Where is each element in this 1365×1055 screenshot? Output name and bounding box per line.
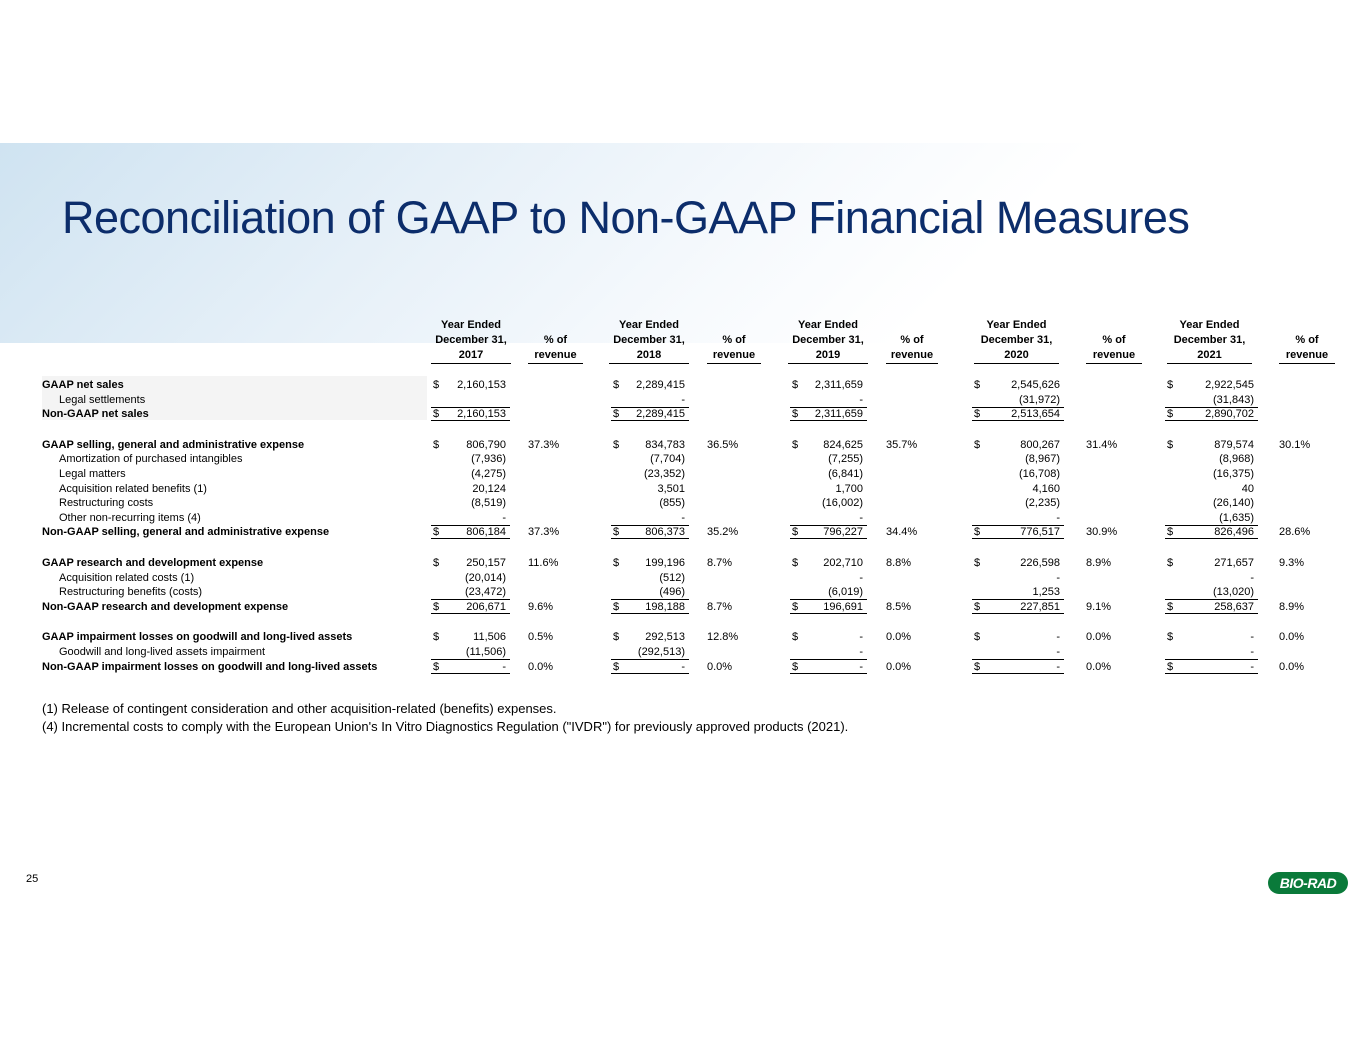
dollar-sign: $ (613, 631, 620, 644)
cell-value: 806,790 (466, 438, 506, 451)
header-pct-line: revenue (534, 349, 577, 361)
dollar-sign: $ (792, 556, 799, 569)
dollar-sign: $ (613, 438, 620, 451)
cell-percent: 37.3% (528, 526, 560, 539)
cell-value: 776,517 (1020, 526, 1060, 539)
cell-value: - (1250, 660, 1254, 673)
table-row (42, 571, 1342, 586)
cell-value: 258,637 (1214, 600, 1254, 613)
cell-value: 202,710 (823, 556, 863, 569)
bio-rad-logo: BIO-RAD (1268, 872, 1348, 894)
row-label: GAAP impairment losses on goodwill and long-lived assets (42, 631, 353, 644)
footnote-4: (4) Incremental costs to comply with the European Union's In Vitro Diagnostics Regulation ("IVDR") for previously approved products (2021). (42, 719, 849, 734)
cell-value: 1,253 (1032, 586, 1060, 599)
dollar-sign: $ (613, 526, 620, 539)
cell-value: - (1056, 511, 1060, 524)
cell-value: - (859, 511, 863, 524)
cell-percent: 0.0% (1279, 660, 1305, 673)
dollar-sign: $ (974, 526, 981, 539)
cell-percent: 0.0% (1279, 631, 1305, 644)
dollar-sign: $ (433, 556, 440, 569)
cell-value: (23,352) (644, 467, 685, 480)
cell-value: - (1250, 631, 1254, 644)
header-year-4 (1167, 318, 1252, 364)
cell-value: - (859, 645, 863, 658)
cell-percent: 8.9% (1279, 600, 1305, 613)
header-pct-line: % of (900, 334, 924, 346)
cell-percent: 8.8% (886, 556, 912, 569)
footnotes (42, 700, 848, 736)
table-row (42, 378, 1342, 393)
total-rule (431, 538, 510, 539)
row-label: Acquisition related costs (1) (59, 571, 195, 584)
cell-value: - (1056, 645, 1060, 658)
cell-percent: 0.0% (886, 660, 912, 673)
cell-percent: 8.7% (707, 600, 733, 613)
header-year-line: December 31, (1173, 334, 1246, 346)
dollar-sign: $ (613, 660, 620, 673)
header-year-line: 2021 (1197, 349, 1222, 361)
dollar-sign: $ (792, 660, 799, 673)
header-year-2 (788, 318, 868, 364)
total-rule (1165, 420, 1258, 421)
cell-percent: 8.7% (707, 556, 733, 569)
cell-value: - (859, 660, 863, 673)
cell-value: - (1056, 571, 1060, 584)
cell-value: - (859, 393, 863, 406)
cell-value: 824,625 (823, 438, 863, 451)
header-year-line: December 31, (792, 334, 864, 346)
dollar-sign: $ (433, 660, 440, 673)
cell-value: - (681, 393, 685, 406)
row-label: Restructuring benefits (costs) (59, 586, 203, 599)
table-row (42, 600, 1342, 615)
cell-value: 11,506 (473, 631, 506, 644)
total-rule (972, 420, 1064, 421)
cell-percent: 35.2% (707, 526, 739, 539)
cell-value: (8,968) (1219, 453, 1254, 466)
header-pct-line: revenue (1285, 349, 1329, 361)
table-row (42, 511, 1342, 526)
dollar-sign: $ (974, 660, 981, 673)
cell-percent: 36.5% (707, 438, 739, 451)
cell-value: 1,700 (835, 482, 863, 495)
cell-percent: 0.0% (1086, 631, 1112, 644)
table-row (42, 660, 1342, 675)
row-label: Restructuring costs (59, 497, 154, 510)
header-pct-line: % of (1102, 334, 1126, 346)
header-pct-4 (1279, 333, 1335, 364)
cell-value: - (502, 660, 506, 673)
header-pct-line: revenue (1092, 349, 1136, 361)
cell-percent: 0.0% (886, 631, 912, 644)
total-rule (611, 613, 689, 614)
header-year-line: Year Ended (986, 319, 1047, 331)
cell-value: (8,967) (1025, 453, 1060, 466)
dollar-sign: $ (792, 631, 799, 644)
cell-value: 2,289,415 (636, 379, 685, 391)
row-label: GAAP net sales (42, 379, 124, 391)
cell-value: - (859, 631, 863, 644)
dollar-sign: $ (1167, 631, 1174, 644)
cell-value: 806,184 (466, 526, 506, 539)
cell-value: 2,311,659 (814, 408, 863, 421)
total-rule (790, 673, 867, 674)
dollar-sign: $ (433, 526, 440, 539)
total-rule (611, 673, 689, 674)
cell-value: (26,140) (1213, 497, 1254, 510)
reconciliation-table (42, 318, 1342, 674)
table-header (42, 318, 1342, 364)
table-row (42, 407, 1342, 422)
cell-percent: 9.6% (528, 600, 554, 613)
dollar-sign: $ (974, 600, 981, 613)
cell-value: - (1250, 645, 1254, 658)
header-pct-1 (707, 333, 761, 364)
header-pct-line: % of (722, 334, 746, 346)
header-year-line: 2018 (636, 349, 662, 361)
dollar-sign: $ (613, 408, 620, 421)
cell-percent: 8.5% (886, 600, 912, 613)
cell-value: (4,275) (471, 467, 506, 480)
dollar-sign: $ (974, 408, 981, 421)
cell-percent: 9.3% (1279, 556, 1305, 569)
cell-value: - (681, 660, 685, 673)
header-year-line: Year Ended (1179, 319, 1240, 331)
dollar-sign: $ (433, 379, 440, 391)
total-rule (431, 673, 510, 674)
row-label: Non-GAAP impairment losses on goodwill and long-lived assets (42, 660, 378, 673)
header-pct-2 (886, 333, 938, 364)
header-year-line: December 31, (980, 334, 1053, 346)
cell-value: 250,157 (466, 556, 506, 569)
cell-value: 40 (1241, 482, 1254, 495)
row-label: GAAP research and development expense (42, 556, 264, 569)
cell-value: 2,922,545 (1205, 379, 1254, 391)
dollar-sign: $ (974, 438, 981, 451)
cell-value: (16,002) (822, 497, 863, 510)
dollar-sign: $ (1167, 556, 1174, 569)
header-pct-0 (528, 333, 583, 364)
total-rule (611, 420, 689, 421)
dollar-sign: $ (792, 526, 799, 539)
cell-value: - (502, 511, 506, 524)
cell-percent: 35.7% (886, 438, 918, 451)
cell-value: 226,598 (1020, 556, 1060, 569)
row-label: Acquisition related benefits (1) (59, 482, 207, 495)
cell-value: 800,267 (1020, 438, 1060, 451)
header-year-1 (609, 318, 689, 364)
total-rule (431, 613, 510, 614)
row-label: Legal settlements (59, 393, 146, 406)
cell-value: (13,020) (1213, 586, 1254, 599)
cell-value: 879,574 (1214, 438, 1254, 451)
cell-percent: 12.8% (707, 631, 739, 644)
dollar-sign: $ (613, 556, 620, 569)
dollar-sign: $ (974, 631, 981, 644)
dollar-sign: $ (792, 379, 799, 391)
table-row (42, 482, 1342, 497)
cell-value: 196,691 (823, 600, 863, 613)
page-title: Reconciliation of GAAP to Non-GAAP Financial Measures (62, 192, 1190, 243)
cell-value: - (1250, 571, 1254, 584)
cell-value: 198,188 (645, 600, 685, 613)
dollar-sign: $ (433, 408, 440, 421)
header-year-line: 2017 (458, 349, 484, 361)
table-row (42, 585, 1342, 600)
total-rule (972, 673, 1064, 674)
cell-value: (496) (659, 586, 685, 599)
page-number: 25 (26, 873, 39, 885)
cell-value: 4,160 (1032, 482, 1060, 495)
cell-percent: 37.3% (528, 438, 560, 451)
cell-value: 199,196 (645, 556, 685, 569)
cell-percent: 34.4% (886, 526, 918, 539)
cell-value: 227,851 (1020, 600, 1060, 613)
cell-value: 2,311,659 (814, 379, 863, 391)
cell-value: (7,936) (471, 453, 506, 466)
cell-percent: 31.4% (1086, 438, 1118, 451)
header-year-line: December 31, (613, 334, 685, 346)
table-row (42, 393, 1342, 408)
table-row (42, 630, 1342, 645)
cell-value: 292,513 (645, 631, 685, 644)
cell-value: - (1056, 631, 1060, 644)
footnote-1: (1) Release of contingent consideration and other acquisition-related (benefits) expenses. (42, 701, 557, 716)
cell-value: (16,708) (1019, 467, 1060, 480)
header-pct-line: revenue (890, 349, 934, 361)
header-year-0 (431, 318, 511, 364)
cell-value: (6,841) (828, 467, 863, 480)
header-year-line: Year Ended (441, 319, 501, 331)
total-rule (611, 538, 689, 539)
cell-percent: 30.1% (1279, 438, 1311, 451)
header-pct-line: % of (1295, 334, 1319, 346)
row-label: Legal matters (59, 467, 126, 480)
table-row (42, 645, 1342, 660)
total-rule (790, 420, 867, 421)
table-row (42, 467, 1342, 482)
cell-value: 2,160,153 (457, 379, 506, 391)
cell-value: 2,890,702 (1205, 408, 1254, 421)
header-pct-line: revenue (712, 349, 756, 361)
dollar-sign: $ (1167, 526, 1174, 539)
cell-value: - (859, 571, 863, 584)
cell-value: (292,513) (637, 645, 685, 658)
cell-value: 271,657 (1214, 556, 1254, 569)
total-rule (972, 613, 1064, 614)
cell-value: (11,506) (465, 645, 506, 658)
header-spacer (42, 364, 1342, 378)
total-rule (790, 538, 867, 539)
cell-value: (20,014) (465, 571, 506, 584)
cell-percent: 8.9% (1086, 556, 1112, 569)
cell-percent: 0.0% (528, 660, 554, 673)
row-label: Non-GAAP net sales (42, 408, 149, 421)
dollar-sign: $ (433, 600, 440, 613)
header-year-line: 2020 (1004, 349, 1029, 361)
header-year-line: December 31, (435, 334, 507, 346)
row-label: Other non-recurring items (4) (59, 511, 201, 524)
cell-percent: 11.6% (528, 556, 559, 569)
cell-value: 3,501 (657, 482, 685, 495)
cell-value: (31,972) (1019, 393, 1060, 406)
total-rule (1165, 613, 1258, 614)
dollar-sign: $ (792, 408, 799, 421)
cell-percent: 0.0% (707, 660, 733, 673)
cell-value: 2,513,654 (1011, 408, 1060, 421)
cell-value: 20,124 (472, 482, 506, 495)
cell-percent: 9.1% (1086, 600, 1112, 613)
cell-value: (1,635) (1219, 511, 1254, 524)
cell-value: 2,545,626 (1011, 379, 1060, 391)
cell-value: (6,019) (828, 586, 863, 599)
total-rule (790, 613, 867, 614)
cell-value: 796,227 (823, 526, 863, 539)
cell-value: (2,235) (1025, 497, 1060, 510)
dollar-sign: $ (792, 600, 799, 613)
cell-percent: 0.0% (1086, 660, 1112, 673)
cell-value: (7,255) (828, 453, 863, 466)
table-row (42, 452, 1342, 467)
table-row (42, 556, 1342, 571)
row-label: Non-GAAP selling, general and administrative expense (42, 526, 330, 539)
dollar-sign: $ (1167, 660, 1174, 673)
total-rule (431, 420, 510, 421)
dollar-sign: $ (613, 379, 620, 391)
header-pct-line: % of (543, 334, 568, 346)
cell-value: - (681, 511, 685, 524)
table-row (42, 438, 1342, 453)
header-year-line: Year Ended (798, 319, 858, 331)
header-year-line: Year Ended (619, 319, 679, 331)
total-rule (1165, 538, 1258, 539)
dollar-sign: $ (613, 600, 620, 613)
dollar-sign: $ (433, 438, 440, 451)
dollar-sign: $ (1167, 408, 1174, 421)
total-rule (972, 538, 1064, 539)
dollar-sign: $ (974, 379, 981, 391)
dollar-sign: $ (1167, 438, 1174, 451)
cell-value: (16,375) (1213, 467, 1254, 480)
cell-value: (23,472) (465, 586, 506, 599)
cell-value: 834,783 (645, 438, 685, 451)
header-year-3 (974, 318, 1059, 364)
cell-value: - (1056, 660, 1060, 673)
total-rule (1165, 673, 1258, 674)
cell-value: 806,373 (645, 526, 685, 539)
table-row (42, 525, 1342, 540)
row-label: GAAP selling, general and administrative expense (42, 438, 305, 451)
cell-percent: 0.5% (528, 631, 554, 644)
cell-percent: 30.9% (1086, 526, 1118, 539)
dollar-sign: $ (1167, 379, 1174, 391)
table-row (42, 496, 1342, 511)
cell-value: (7,704) (650, 453, 685, 466)
table-body (42, 364, 1342, 674)
header-year-line: 2019 (815, 349, 841, 361)
cell-value: 826,496 (1214, 526, 1254, 539)
cell-value: (31,843) (1213, 393, 1254, 406)
header-pct-3 (1086, 333, 1142, 364)
row-label: Goodwill and long-lived assets impairment (59, 645, 266, 658)
cell-value: (512) (659, 571, 685, 584)
cell-percent: 28.6% (1279, 526, 1311, 539)
cell-value: 2,289,415 (636, 408, 685, 421)
cell-value: 206,671 (466, 600, 506, 613)
row-label: Amortization of purchased intangibles (59, 453, 243, 466)
cell-value: (8,519) (471, 497, 506, 510)
row-label: Non-GAAP research and development expense (42, 600, 289, 613)
dollar-sign: $ (792, 438, 799, 451)
cell-value: 2,160,153 (457, 408, 506, 421)
dollar-sign: $ (974, 556, 981, 569)
dollar-sign: $ (1167, 600, 1174, 613)
cell-value: (855) (659, 497, 685, 510)
dollar-sign: $ (433, 631, 440, 644)
